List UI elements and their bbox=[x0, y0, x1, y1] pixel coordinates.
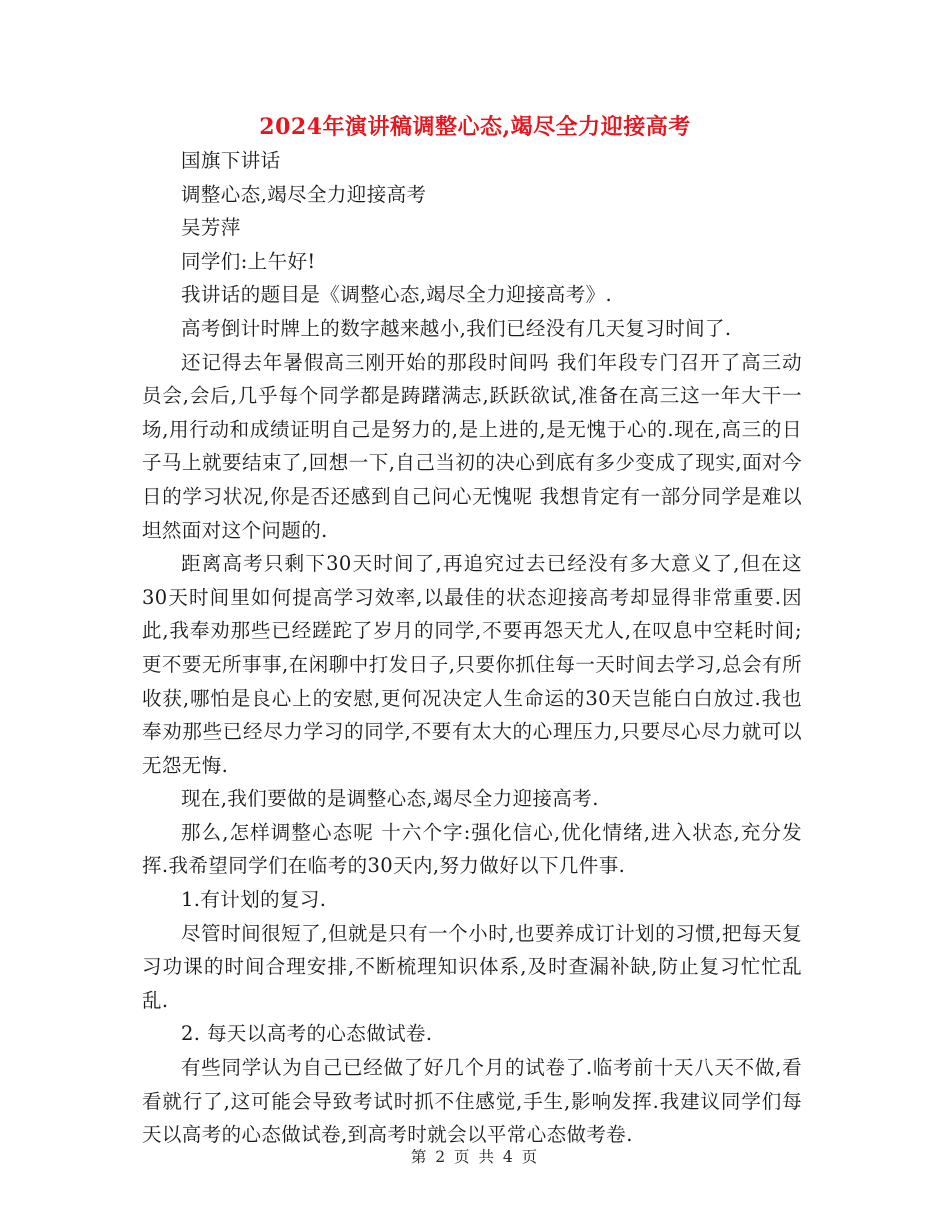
paragraph-list-item: 2. 每天以高考的心态做试卷. bbox=[181, 1022, 433, 1046]
paragraph: 还记得去年暑假高三刚开始的那段时间吗 我们年段专门召开了高三动员会,会后,几乎每个同学都是踌躇满志,跃跃欲试,准备在高三这一年大干一场,用行动和成绩证明自己是努力的,是上进的,是无愧于心的.现在,高三的日子马上就要结束了,回想一下,自己当初的决心到底有多少变成了现实,面对今日的学习状况,你是否还感到自己问心无愧呢 我想肯定有一部分同学是难以坦然面对这个问题的. bbox=[142, 350, 802, 542]
paragraph: 尽管时间很短了,但就是只有一个小时,也要养成订计划的习惯,把每天复习功课的时间合理安排,不断梳理知识体系,及时查漏补缺,防止复习忙忙乱乱. bbox=[142, 921, 802, 1012]
paragraph: 那么,怎样调整心态呢 十六个字:强化信心,优化情绪,进入状态,充分发挥.我希望同学们在临考的30天内,努力做好以下几件事. bbox=[142, 820, 802, 878]
paragraph-greeting: 同学们:上午好! bbox=[181, 249, 316, 273]
page-footer: 第 2 页 共 4 页 bbox=[410, 1148, 540, 1166]
document-title: 2024年演讲稿调整心态,竭尽全力迎接高考 bbox=[259, 114, 691, 140]
paragraph: 现在,我们要做的是调整心态,竭尽全力迎接高考. bbox=[181, 787, 599, 811]
paragraph-speech-title: 调整心态,竭尽全力迎接高考 bbox=[181, 182, 427, 206]
paragraph: 高考倒计时牌上的数字越来越小,我们已经没有几天复习时间了. bbox=[181, 316, 732, 340]
paragraph-author: 吴芳萍 bbox=[181, 216, 241, 240]
paragraph: 我讲话的题目是《调整心态,竭尽全力迎接高考》. bbox=[181, 283, 613, 307]
paragraph: 距离高考只剩下30天时间了,再追究过去已经没有多大意义了,但在这30天时间里如何提高学习效率,以最佳的状态迎接高考却显得非常重要.因此,我奉劝那些已经蹉跎了岁月的同学,不要再怨天尤人,在叹息中空耗时间;更不要无所事事,在闲聊中打发日子,只要你抓住每一天时间去学习,总会有所收获,哪怕是良心上的安慰,更何况决定人生命运的30天岂能白白放过.我也奉劝那些已经尽力学习的同学,不要有太大的心理压力,只要尽心尽力就可以无怨无悔. bbox=[142, 552, 802, 777]
document-body bbox=[142, 144, 802, 1152]
paragraph: 有些同学认为自己已经做了好几个月的试卷了.临考前十天八天不做,看看就行了,这可能会导致考试时抓不住感觉,手生,影响发挥.我建议同学们每天以高考的心态做试卷,到高考时就会以平常心态做考卷. bbox=[142, 1056, 802, 1147]
paragraph-list-item: 1.有计划的复习. bbox=[181, 888, 327, 912]
paragraph-heading-occasion: 国旗下讲话 bbox=[181, 149, 281, 172]
